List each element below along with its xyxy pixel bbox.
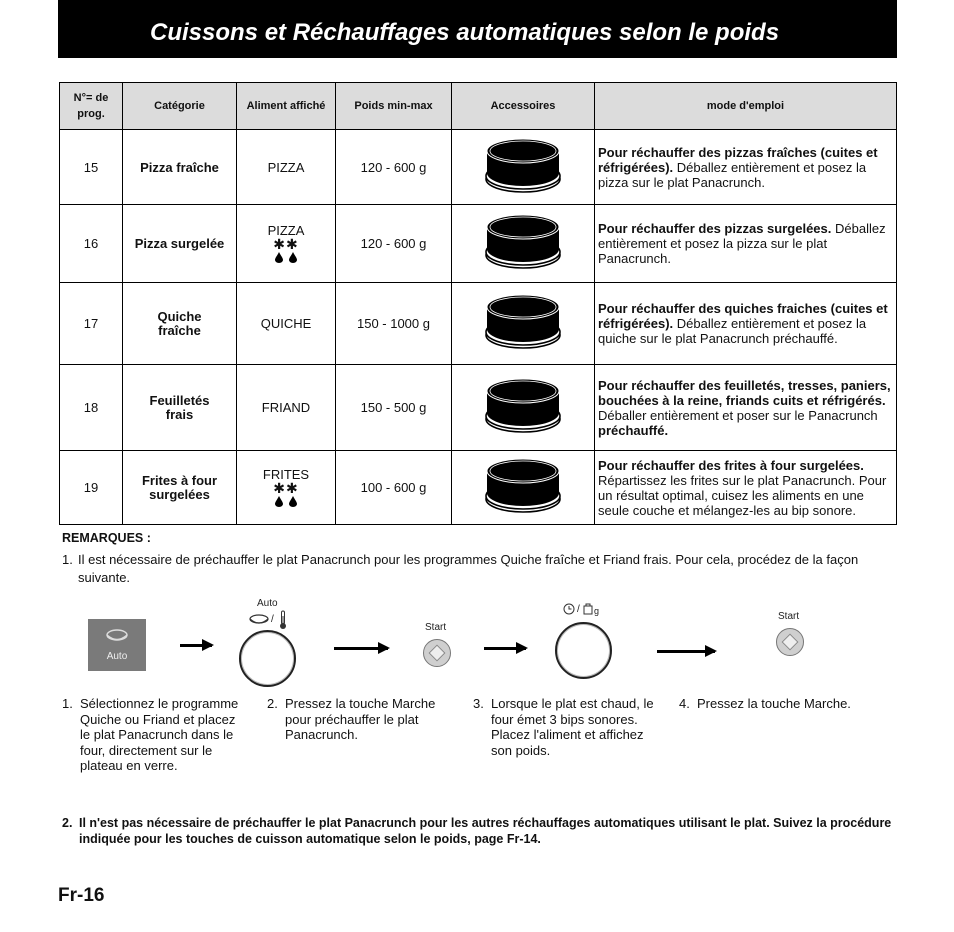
category: Frites à four surgelées [123,451,237,525]
col-header-food: Aliment affiché [237,83,336,130]
step-3-number: 3. [473,696,484,711]
weight-icon [583,602,593,615]
droplet-icon [237,495,335,509]
remark-2-number: 2. [62,816,73,830]
mode-bold: Pour réchauffer des quiches fraiches (cuites et réfrigérées). [598,301,888,331]
dish-icon [105,627,129,645]
food-display [237,451,336,525]
mode-text [595,205,897,283]
auto-panel [88,619,146,671]
mode-bold: Pour réchauffer des pizzas surgelées. [598,221,832,236]
step-1-text: Sélectionnez le programme Quiche ou Friand et placez le plat Panacrunch dans le four, directement sur le plateau en verre. [80,696,239,773]
table-row [60,283,897,365]
table-row [60,130,897,205]
mode-text [595,451,897,525]
start-1-label: Start [425,622,447,633]
remark-2 [62,815,900,851]
snowflake-icon: ✱✱ [273,479,299,496]
mode-bold: Pour réchauffer des pizzas fraîches (cuites et réfrigérées). [598,144,878,175]
col-header-weight: Poids min-max [336,83,452,130]
mode-bold: Pour réchauffer des frites à four surgelées. [598,457,864,473]
start-button-icon [429,645,446,662]
dish-icon [248,612,270,628]
remark-1-text: Il est nécessaire de préchauffer le plat Panacrunch pour les programmes Quiche fraîche et Friand frais. Pour cela, procédez de la façon suivante. [78,552,859,585]
prog-number: 16 [60,205,123,283]
step-3 [473,696,659,760]
food-display [237,365,336,451]
weight-range: 150 - 500 g [336,365,452,451]
step-4-text: Pressez la touche Marche. [697,696,851,711]
accessory [452,205,595,283]
prog-number: 15 [60,130,123,205]
food-label: FRIAND [261,400,311,415]
mode-normal: Répartissez les frites sur le plat Panacrunch. Pour un résultat optimal, cuisez les aliments en une seule couche et mélangez-les au bip sonore. [598,472,887,518]
panacrunch-dish-icon [483,375,563,437]
table-row [60,205,897,283]
accessory [452,130,595,205]
remark-2-text: Il n'est pas nécessaire de préchauffer le plat Panacrunch pour les autres réchauffages automatiques utilisant le plat. Suivez la procédure indiquée pour les touches de cuisson automatique selon le poids, page Fr-14. [79,816,892,846]
accessory [452,365,595,451]
title-bar [58,0,897,58]
thermometer-icon [278,610,288,630]
step-3-text: Lorsque le plat est chaud, le four émet 3 bips sonores. Placez l'aliment et affichez son poids. [491,696,654,758]
mode-normal: Déballer entièrement et poser sur le Panacrunch [598,407,878,423]
food-label: PIZZA [267,159,305,175]
arrow-4 [657,650,715,653]
dial-1-separator: / [271,614,274,625]
step-2-number: 2. [267,696,278,711]
food-display [237,283,336,365]
col-header-prog: N°= de prog. [60,83,123,130]
col-header-category: Catégorie [123,83,237,130]
mode-bold: Pour réchauffer des feuilletés, tresses, paniers, bouchées à la reine, friands cuits et réfrigérés. [598,377,891,408]
time-weight-dial[interactable] [555,622,612,679]
start-button-icon [782,634,799,651]
food-label: PIZZA [267,222,305,238]
step-4-number: 4. [679,696,690,711]
dial-2-unit: g [594,606,600,616]
panacrunch-dish-icon [483,291,563,353]
step-1 [62,696,248,792]
arrow-3 [484,647,526,650]
weight-range: 120 - 600 g [336,130,452,205]
accessory [452,283,595,365]
food-label: QUICHE [260,316,312,331]
weight-range: 120 - 600 g [336,205,452,283]
droplet-icon [237,251,335,265]
start-button-2[interactable] [776,628,804,656]
step-4 [679,696,879,716]
snowflake-icon: ✱✱ [273,235,299,252]
auto-dial[interactable] [239,630,296,687]
page-title: Cuissons et Réchauffages automatiques selon le poids [150,19,780,46]
step-2 [267,696,453,756]
dial-2-separator: / [577,604,580,615]
food-display [237,130,336,205]
category: Feuilletés frais [123,365,237,451]
mode-normal: Déballez entièrement et posez la quiche sur le plat Panacrunch préchauffé. [598,316,867,346]
accessory [452,451,595,525]
program-table [59,82,897,525]
clock-icon [563,603,575,615]
prog-number: 19 [60,451,123,525]
step-2-text: Pressez la touche Marche pour préchauffer le plat Panacrunch. [285,696,436,742]
food-label: FRITES [262,466,310,482]
mode-text [595,130,897,205]
mode-normal: Déballez entièrement et posez la pizza sur le plat Panacrunch. [598,159,867,190]
mode-text [595,365,897,451]
panacrunch-dish-icon [483,211,563,273]
panacrunch-dish-icon [483,135,563,197]
panacrunch-dish-icon [483,455,563,517]
table-header [60,83,897,130]
category: Pizza surgelée [123,205,237,283]
dial-1-label: Auto [257,598,278,609]
auto-panel-label: Auto [106,651,128,662]
step-1-number: 1. [62,696,73,711]
weight-range: 100 - 600 g [336,451,452,525]
prog-number: 17 [60,283,123,365]
food-display [237,205,336,283]
arrow-2 [334,647,388,650]
table-row [60,365,897,451]
arrow-1 [180,644,212,647]
weight-range: 150 - 1000 g [336,283,452,365]
prog-number: 18 [60,365,123,451]
mode-text [595,283,897,365]
table-row [60,451,897,525]
category: Quiche fraîche [123,283,237,365]
remarks-title: REMARQUES : [62,531,151,545]
mode-tail: préchauffé. [598,422,669,438]
category: Pizza fraîche [123,130,237,205]
col-header-mode: mode d'emploi [595,83,897,130]
remark-1-number: 1. [62,552,73,567]
start-2-label: Start [778,611,800,622]
start-button-1[interactable] [423,639,451,667]
mode-normal: Déballez entièrement et posez la pizza sur le plat Panacrunch. [598,221,886,266]
col-header-accessories: Accessoires [452,83,595,130]
page-number: Fr-16 [58,885,105,906]
